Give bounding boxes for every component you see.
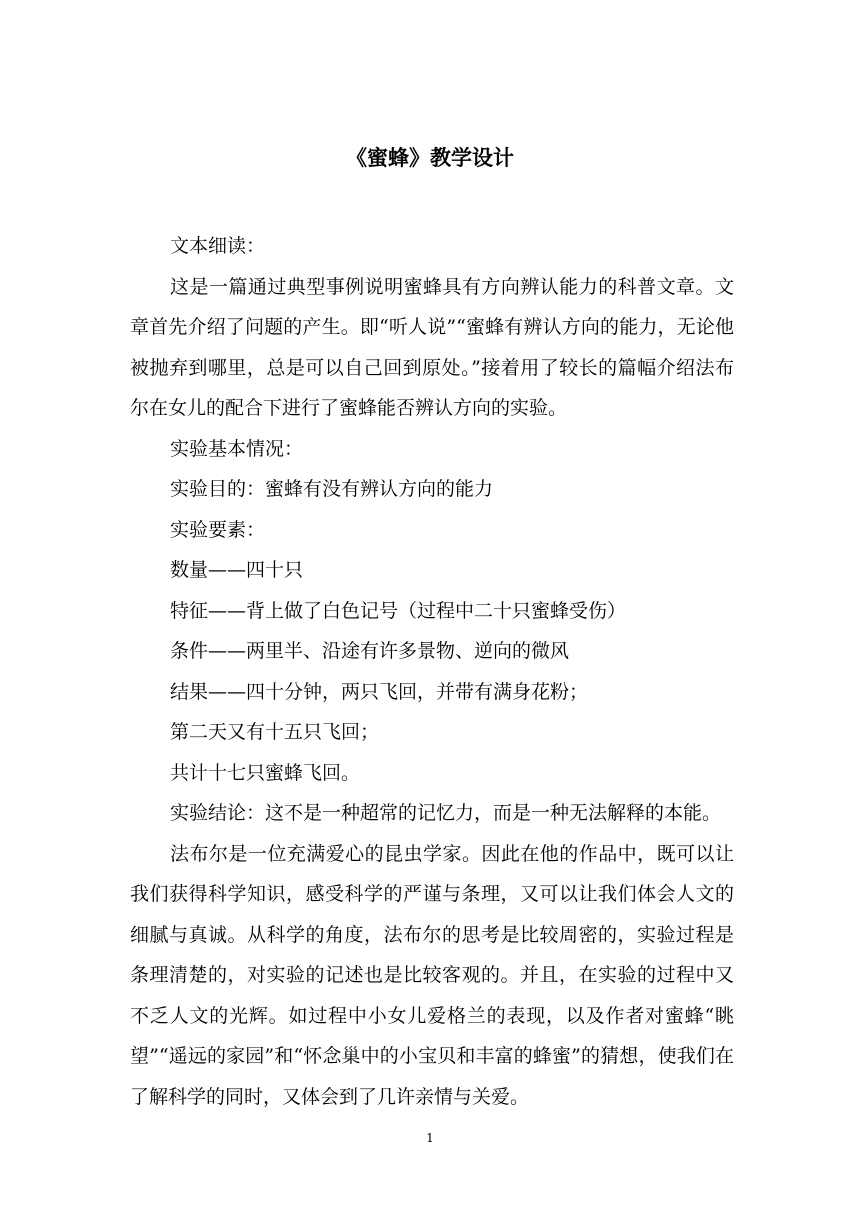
document-body: [130, 226, 734, 1117]
paragraph-total: 共计十七只蜜蜂飞回。: [170, 761, 361, 784]
paragraph-conditions: 条件——两里半、沿途有许多景物、逆向的微风: [170, 640, 570, 662]
paragraph-conclusion: 实验结论：这不是一种超常的记忆力，而是一种无法解释的本能。: [170, 802, 722, 824]
paragraph-text-reading-heading: 文本细读：: [170, 235, 266, 257]
paragraph-quantity: 数量——四十只: [170, 559, 304, 581]
page-number: 1: [426, 1131, 434, 1145]
paragraph-experiment-overview-heading: 实验基本情况：: [170, 437, 304, 460]
paragraph-article-summary: 这是一篇通过典型事例说明蜜蜂具有方向辨认能力的科普文章。文章首先介绍了问题的产生。即“听人说”“蜜蜂有辨认方向的能力，无论他被抛弃到哪里，总是可以自己回到原处。”接着用了较长的篇幅介绍法布尔在女儿的配合下进行了蜜蜂能否辨认方向的实验。: [130, 275, 734, 419]
paragraph-fabre-analysis: 法布尔是一位充满爱心的昆虫学家。因此在他的作品中，既可以让我们获得科学知识，感受科学的严谨与条理，又可以让我们体会人文的细腻与真诚。从科学的角度，法布尔的思考是比较周密的，实验过程是条理清楚的，对实验的记述也是比较客观的。并且，在实验的过程中又不乏人文的光辉。如过程中小女儿爱格兰的表现，以及作者对蜜蜂“眺望”“遥远的家园”和“怀念巢中的小宝贝和丰富的蜂蜜”的猜想，使我们在了解科学的同时，又体会到了几许亲情与关爱。: [130, 842, 734, 1108]
paragraph-feature: 特征——背上做了白色记号（过程中二十只蜜蜂受伤）: [170, 599, 627, 622]
paragraph-second-day: 第二天又有十五只飞回；: [170, 721, 380, 743]
paragraph-result: 结果——四十分钟，两只飞回，并带有满身花粉；: [170, 680, 589, 703]
document-title: 《蜜蜂》教学设计: [346, 145, 514, 170]
paragraph-experiment-purpose: 实验目的：蜜蜂有没有辨认方向的能力: [170, 478, 494, 500]
paragraph-experiment-elements-heading: 实验要素：: [170, 518, 266, 541]
